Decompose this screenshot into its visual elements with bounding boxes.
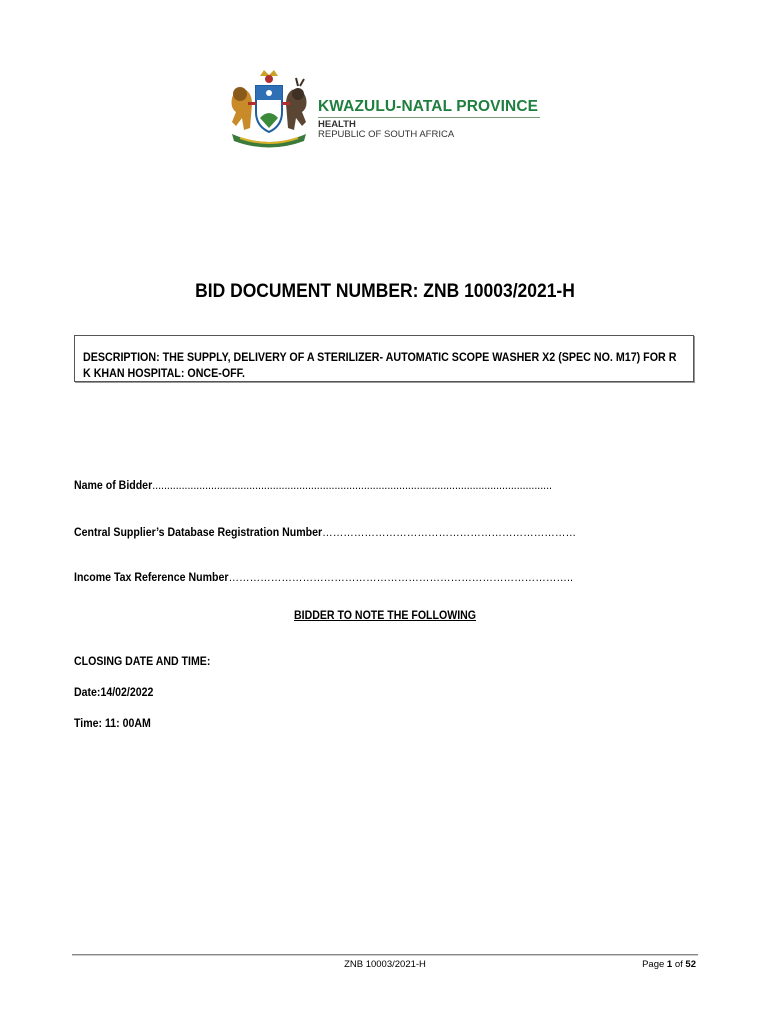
footer-divider (72, 954, 698, 955)
csd-number-label: Central Supplier’s Database Registration Number (74, 527, 323, 539)
closing-heading: CLOSING DATE AND TIME: (74, 656, 211, 668)
page-prefix: Page (642, 959, 665, 970)
coat-of-arms-icon (226, 68, 312, 152)
tax-number-field[interactable] (74, 572, 573, 584)
closing-date: Date:14/02/2022 (74, 687, 154, 699)
page-indicator (642, 959, 696, 970)
page-total: 52 (685, 959, 696, 970)
tax-number-blank: …………………………………………………………………………………….. (228, 572, 573, 584)
header-divider (318, 117, 540, 118)
bidder-name-label: Name of Bidder (74, 480, 153, 492)
header-logo (226, 68, 546, 152)
csd-number-blank: ……………………………………………………………… (322, 527, 577, 539)
country-name: REPUBLIC OF SOUTH AFRICA (318, 129, 455, 140)
department-name: HEALTH (318, 119, 356, 130)
csd-number-field[interactable] (74, 527, 576, 539)
tax-number-label: Income Tax Reference Number (74, 572, 229, 584)
notice-heading: BIDDER TO NOTE THE FOLLOWING (293, 610, 477, 622)
org-name: KWAZULU-NATAL PROVINCE (318, 98, 539, 115)
description-text: DESCRIPTION: THE SUPPLY, DELIVERY OF A STERILIZER- AUTOMATIC SCOPE WASHER X2 (SPEC NO. M17) FOR R K KHAN HOSPITAL: ONCE-OFF. (83, 352, 677, 380)
description-box (74, 335, 694, 382)
page-of: of (674, 959, 683, 970)
bidder-name-blank: ........................................................................................................................................ (152, 480, 552, 492)
footer-doc-number: ZNB 10003/2021-H (344, 959, 426, 970)
page-current: 1 (666, 959, 673, 970)
page-title: BID DOCUMENT NUMBER: ZNB 10003/2021-H (195, 281, 575, 302)
closing-time: Time: 11: 00AM (74, 718, 151, 730)
bidder-name-field[interactable] (74, 480, 552, 492)
